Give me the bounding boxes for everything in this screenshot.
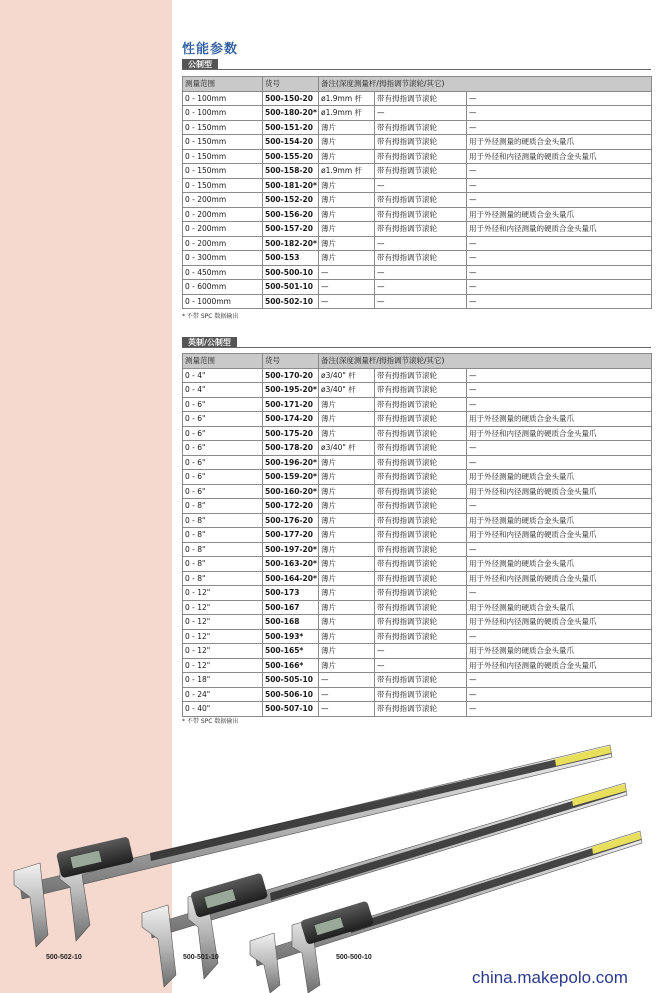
cell-part-no: 500-181-20* <box>263 178 319 193</box>
inch-section-rule <box>182 347 651 348</box>
cell-thumb-roller: 带有拇指调节滚轮 <box>375 251 467 266</box>
cell-probe: 薄片 <box>319 484 375 499</box>
cell-probe: 薄片 <box>319 251 375 266</box>
cell-thumb-roller: 带有拇指调节滚轮 <box>375 426 467 441</box>
cell-range: 0 - 8" <box>183 513 263 528</box>
cell-other: — <box>467 193 652 208</box>
table-row <box>183 629 652 644</box>
inch-section-label: 英制/公制型 <box>182 337 237 348</box>
cell-thumb-roller: 带有拇指调节滚轮 <box>375 470 467 485</box>
cell-other: — <box>467 441 652 456</box>
table-row <box>183 383 652 398</box>
cell-range: 0 - 24" <box>183 687 263 702</box>
cell-other: 用于外径和内径测量的硬质合金头量爪 <box>467 528 652 543</box>
cell-other: 用于外径测量的硬质合金头量爪 <box>467 207 652 222</box>
cell-part-no: 500-195-20* <box>263 383 319 398</box>
cell-part-no: 500-165* <box>263 644 319 659</box>
cell-other: — <box>467 91 652 106</box>
cell-thumb-roller: 带有拇指调节滚轮 <box>375 571 467 586</box>
table-row <box>183 236 652 251</box>
cell-part-no: 500-164-20* <box>263 571 319 586</box>
table-row <box>183 484 652 499</box>
cell-range: 0 - 18" <box>183 673 263 688</box>
cell-range: 0 - 300mm <box>183 251 263 266</box>
cell-other: 用于外径和内径测量的硬质合金头量爪 <box>467 149 652 164</box>
cell-other: — <box>467 383 652 398</box>
table-row <box>183 600 652 615</box>
cell-range: 0 - 6" <box>183 441 263 456</box>
table-row <box>183 91 652 106</box>
table-row <box>183 106 652 121</box>
table-row <box>183 687 652 702</box>
cell-probe: — <box>319 702 375 717</box>
cell-other: — <box>467 265 652 280</box>
cell-probe: 薄片 <box>319 499 375 514</box>
cell-thumb-roller: 带有拇指调节滚轮 <box>375 149 467 164</box>
inch-spec-table <box>182 353 652 717</box>
cell-other: — <box>467 397 652 412</box>
header-range: 测量范围 <box>183 354 263 369</box>
cell-other: 用于外径测量的硬质合金头量爪 <box>467 557 652 572</box>
cell-part-no: 500-159-20* <box>263 470 319 485</box>
cell-part-no: 500-170-20 <box>263 368 319 383</box>
cell-range: 0 - 600mm <box>183 280 263 295</box>
table-row <box>183 702 652 717</box>
table-row <box>183 280 652 295</box>
cell-thumb-roller: 带有拇指调节滚轮 <box>375 207 467 222</box>
cell-thumb-roller: 带有拇指调节滚轮 <box>375 120 467 135</box>
cell-thumb-roller: 带有拇指调节滚轮 <box>375 513 467 528</box>
table-row <box>183 673 652 688</box>
table-row <box>183 499 652 514</box>
caliper-500-502-10 <box>14 745 612 947</box>
cell-other: — <box>467 120 652 135</box>
table-row <box>183 658 652 673</box>
header-remarks: 备注(深度测量杆/拇指调节滚轮/其它) <box>319 77 652 92</box>
cell-other: — <box>467 687 652 702</box>
cell-probe: 薄片 <box>319 470 375 485</box>
cell-other: 用于外径测量的硬质合金头量爪 <box>467 412 652 427</box>
cell-other: 用于外径测量的硬质合金头量爪 <box>467 135 652 150</box>
cell-other: 用于外径和内径测量的硬质合金头量爪 <box>467 222 652 237</box>
cell-range: 0 - 12" <box>183 629 263 644</box>
cell-range: 0 - 200mm <box>183 207 263 222</box>
cell-other: — <box>467 542 652 557</box>
cell-part-no: 500-505-10 <box>263 673 319 688</box>
calipers-illustration <box>0 735 665 993</box>
cell-other: — <box>467 251 652 266</box>
cell-probe: 薄片 <box>319 207 375 222</box>
table-row <box>183 528 652 543</box>
cell-part-no: 500-500-10 <box>263 265 319 280</box>
cell-thumb-roller: — <box>375 294 467 309</box>
cell-thumb-roller: 带有拇指调节滚轮 <box>375 673 467 688</box>
cell-probe: 薄片 <box>319 557 375 572</box>
table-row <box>183 586 652 601</box>
cell-part-no: 500-507-10 <box>263 702 319 717</box>
cell-part-no: 500-506-10 <box>263 687 319 702</box>
cell-other: 用于外径测量的硬质合金头量爪 <box>467 644 652 659</box>
cell-probe: — <box>319 280 375 295</box>
cell-range: 0 - 12" <box>183 615 263 630</box>
cell-thumb-roller: 带有拇指调节滚轮 <box>375 91 467 106</box>
cell-probe: ø3/40" 杆 <box>319 441 375 456</box>
cell-other: 用于外径测量的硬质合金头量爪 <box>467 470 652 485</box>
cell-probe: 薄片 <box>319 426 375 441</box>
table-row <box>183 294 652 309</box>
cell-range: 0 - 6" <box>183 470 263 485</box>
metric-section-label: 公制型 <box>182 59 218 70</box>
table-row <box>183 542 652 557</box>
cell-probe: 薄片 <box>319 571 375 586</box>
header-part-no: 货号 <box>263 354 319 369</box>
cell-thumb-roller: 带有拇指调节滚轮 <box>375 687 467 702</box>
cell-part-no: 500-150-20 <box>263 91 319 106</box>
cell-part-no: 500-155-20 <box>263 149 319 164</box>
cell-range: 0 - 12" <box>183 586 263 601</box>
metric-spec-table <box>182 76 652 309</box>
cell-probe: 薄片 <box>319 178 375 193</box>
cell-thumb-roller: 带有拇指调节滚轮 <box>375 441 467 456</box>
cell-probe: 薄片 <box>319 412 375 427</box>
cell-thumb-roller: 带有拇指调节滚轮 <box>375 600 467 615</box>
cell-other: — <box>467 280 652 295</box>
cell-part-no: 500-178-20 <box>263 441 319 456</box>
cell-thumb-roller: 带有拇指调节滚轮 <box>375 412 467 427</box>
cell-other: 用于外径和内径测量的硬质合金头量爪 <box>467 426 652 441</box>
cell-part-no: 500-152-20 <box>263 193 319 208</box>
cell-probe: 薄片 <box>319 455 375 470</box>
cell-thumb-roller: 带有拇指调节滚轮 <box>375 484 467 499</box>
cell-part-no: 500-160-20* <box>263 484 319 499</box>
table-row <box>183 571 652 586</box>
cell-thumb-roller: — <box>375 178 467 193</box>
table-row <box>183 441 652 456</box>
cell-thumb-roller: 带有拇指调节滚轮 <box>375 557 467 572</box>
cell-thumb-roller: — <box>375 280 467 295</box>
cell-part-no: 500-501-10 <box>263 280 319 295</box>
cell-thumb-roller: 带有拇指调节滚轮 <box>375 528 467 543</box>
table-row <box>183 120 652 135</box>
cell-thumb-roller: — <box>375 236 467 251</box>
table-row <box>183 222 652 237</box>
cell-thumb-roller: 带有拇指调节滚轮 <box>375 397 467 412</box>
table-row <box>183 135 652 150</box>
cell-other: — <box>467 673 652 688</box>
cell-probe: 薄片 <box>319 513 375 528</box>
cell-probe: ø3/40" 杆 <box>319 383 375 398</box>
cell-range: 0 - 6" <box>183 484 263 499</box>
cell-range: 0 - 6" <box>183 426 263 441</box>
cell-range: 0 - 150mm <box>183 135 263 150</box>
cell-range: 0 - 150mm <box>183 178 263 193</box>
cell-part-no: 500-196-20* <box>263 455 319 470</box>
cell-thumb-roller: 带有拇指调节滚轮 <box>375 455 467 470</box>
cell-part-no: 500-172-20 <box>263 499 319 514</box>
cell-part-no: 500-167 <box>263 600 319 615</box>
table-row <box>183 265 652 280</box>
cell-probe: 薄片 <box>319 236 375 251</box>
cell-other: 用于外径测量的硬质合金头量爪 <box>467 513 652 528</box>
cell-range: 0 - 6" <box>183 455 263 470</box>
cell-probe: — <box>319 673 375 688</box>
cell-other: 用于外径和内径测量的硬质合金头量爪 <box>467 658 652 673</box>
cell-other: — <box>467 164 652 179</box>
table-row <box>183 513 652 528</box>
cell-thumb-roller: 带有拇指调节滚轮 <box>375 222 467 237</box>
cell-thumb-roller: 带有拇指调节滚轮 <box>375 615 467 630</box>
cell-range: 0 - 8" <box>183 499 263 514</box>
table-row <box>183 644 652 659</box>
cell-other: — <box>467 499 652 514</box>
cell-part-no: 500-173 <box>263 586 319 601</box>
cell-probe: ø1.9mm 杆 <box>319 106 375 121</box>
cell-range: 0 - 100mm <box>183 106 263 121</box>
cell-probe: ø1.9mm 杆 <box>319 91 375 106</box>
cell-probe: — <box>319 687 375 702</box>
table-row <box>183 178 652 193</box>
cell-range: 0 - 4" <box>183 368 263 383</box>
watermark: china.makepolo.com <box>472 968 628 987</box>
cell-part-no: 500-157-20 <box>263 222 319 237</box>
table-row <box>183 397 652 412</box>
metric-footnote: * 不带 SPC 数据输出 <box>182 313 239 320</box>
cell-thumb-roller: 带有拇指调节滚轮 <box>375 499 467 514</box>
cell-probe: ø3/40" 杆 <box>319 368 375 383</box>
cell-other: — <box>467 236 652 251</box>
table-row <box>183 164 652 179</box>
inch-footnote: * 不带 SPC 数据输出 <box>182 718 239 725</box>
cell-thumb-roller: 带有拇指调节滚轮 <box>375 586 467 601</box>
cell-thumb-roller: 带有拇指调节滚轮 <box>375 383 467 398</box>
cell-range: 0 - 4" <box>183 383 263 398</box>
cell-part-no: 500-174-20 <box>263 412 319 427</box>
cell-probe: 薄片 <box>319 135 375 150</box>
cell-other: 用于外径和内径测量的硬质合金头量爪 <box>467 484 652 499</box>
cell-range: 0 - 1000mm <box>183 294 263 309</box>
cell-other: — <box>467 368 652 383</box>
table-row <box>183 368 652 383</box>
cell-other: — <box>467 629 652 644</box>
cell-part-no: 500-154-20 <box>263 135 319 150</box>
cell-part-no: 500-163-20* <box>263 557 319 572</box>
cell-range: 0 - 6" <box>183 412 263 427</box>
cell-part-no: 500-176-20 <box>263 513 319 528</box>
cell-range: 0 - 12" <box>183 600 263 615</box>
cell-probe: 薄片 <box>319 542 375 557</box>
cell-range: 0 - 150mm <box>183 164 263 179</box>
cell-range: 0 - 200mm <box>183 222 263 237</box>
cell-other: — <box>467 586 652 601</box>
cell-thumb-roller: 带有拇指调节滚轮 <box>375 629 467 644</box>
cell-range: 0 - 150mm <box>183 120 263 135</box>
cell-probe: — <box>319 265 375 280</box>
header-part-no: 货号 <box>263 77 319 92</box>
cell-thumb-roller: — <box>375 644 467 659</box>
cell-probe: 薄片 <box>319 120 375 135</box>
caption-caliper-3: 500-500-10 <box>336 954 372 961</box>
caption-caliper-1: 500-502-10 <box>46 954 82 961</box>
cell-thumb-roller: 带有拇指调节滚轮 <box>375 542 467 557</box>
cell-range: 0 - 150mm <box>183 149 263 164</box>
cell-thumb-roller: 带有拇指调节滚轮 <box>375 368 467 383</box>
cell-other: — <box>467 106 652 121</box>
metric-section-rule <box>182 69 651 70</box>
cell-range: 0 - 8" <box>183 571 263 586</box>
cell-probe: 薄片 <box>319 528 375 543</box>
cell-part-no: 500-158-20 <box>263 164 319 179</box>
cell-probe: 薄片 <box>319 600 375 615</box>
table-row <box>183 149 652 164</box>
cell-range: 0 - 40" <box>183 702 263 717</box>
cell-range: 0 - 8" <box>183 542 263 557</box>
table-row <box>183 426 652 441</box>
cell-range: 0 - 450mm <box>183 265 263 280</box>
cell-range: 0 - 6" <box>183 397 263 412</box>
cell-probe: 薄片 <box>319 658 375 673</box>
cell-probe: 薄片 <box>319 586 375 601</box>
table-row <box>183 557 652 572</box>
cell-range: 0 - 100mm <box>183 91 263 106</box>
cell-other: 用于外径和内径测量的硬质合金头量爪 <box>467 571 652 586</box>
cell-thumb-roller: 带有拇指调节滚轮 <box>375 164 467 179</box>
cell-part-no: 500-156-20 <box>263 207 319 222</box>
cell-range: 0 - 200mm <box>183 193 263 208</box>
cell-part-no: 500-153 <box>263 251 319 266</box>
cell-part-no: 500-502-10 <box>263 294 319 309</box>
cell-other: — <box>467 455 652 470</box>
cell-range: 0 - 12" <box>183 644 263 659</box>
table-row <box>183 251 652 266</box>
cell-thumb-roller: — <box>375 265 467 280</box>
cell-probe: 薄片 <box>319 193 375 208</box>
cell-probe: 薄片 <box>319 615 375 630</box>
cell-probe: 薄片 <box>319 149 375 164</box>
cell-range: 0 - 200mm <box>183 236 263 251</box>
header-remarks: 备注(深度测量杆/拇指调节滚轮/其它) <box>319 354 652 369</box>
cell-part-no: 500-193* <box>263 629 319 644</box>
cell-other: — <box>467 178 652 193</box>
table-row <box>183 455 652 470</box>
cell-range: 0 - 12" <box>183 658 263 673</box>
caption-caliper-2: 500-501-10 <box>183 954 219 961</box>
cell-other: — <box>467 702 652 717</box>
cell-probe: 薄片 <box>319 629 375 644</box>
cell-part-no: 500-182-20* <box>263 236 319 251</box>
page-title: 性能参数 <box>182 42 239 57</box>
header-range: 测量范围 <box>183 77 263 92</box>
cell-thumb-roller: 带有拇指调节滚轮 <box>375 193 467 208</box>
table-row <box>183 193 652 208</box>
cell-part-no: 500-151-20 <box>263 120 319 135</box>
cell-probe: 薄片 <box>319 222 375 237</box>
cell-part-no: 500-197-20* <box>263 542 319 557</box>
cell-part-no: 500-171-20 <box>263 397 319 412</box>
cell-thumb-roller: — <box>375 106 467 121</box>
cell-thumb-roller: 带有拇指调节滚轮 <box>375 702 467 717</box>
cell-other: 用于外径和内径测量的硬质合金头量爪 <box>467 615 652 630</box>
table-row <box>183 470 652 485</box>
table-header-row <box>183 354 652 369</box>
cell-thumb-roller: — <box>375 658 467 673</box>
cell-part-no: 500-166* <box>263 658 319 673</box>
cell-other: 用于外径测量的硬质合金头量爪 <box>467 600 652 615</box>
cell-part-no: 500-177-20 <box>263 528 319 543</box>
cell-range: 0 - 8" <box>183 528 263 543</box>
cell-probe: ø1.9mm 杆 <box>319 164 375 179</box>
cell-probe: 薄片 <box>319 397 375 412</box>
cell-part-no: 500-168 <box>263 615 319 630</box>
cell-other: — <box>467 294 652 309</box>
cell-range: 0 - 8" <box>183 557 263 572</box>
table-header-row <box>183 77 652 92</box>
cell-part-no: 500-180-20* <box>263 106 319 121</box>
cell-part-no: 500-175-20 <box>263 426 319 441</box>
table-row <box>183 615 652 630</box>
cell-thumb-roller: 带有拇指调节滚轮 <box>375 135 467 150</box>
table-row <box>183 207 652 222</box>
table-row <box>183 412 652 427</box>
cell-probe: — <box>319 294 375 309</box>
cell-probe: 薄片 <box>319 644 375 659</box>
